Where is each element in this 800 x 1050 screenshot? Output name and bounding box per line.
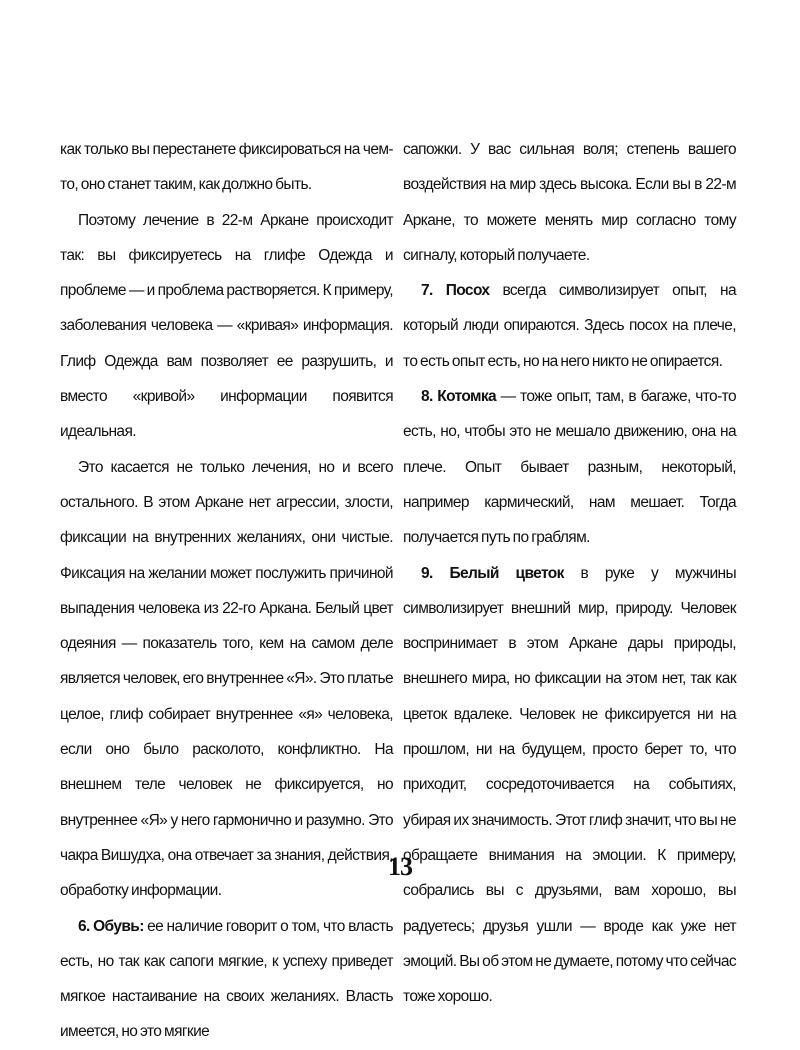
- right-column: [403, 132, 736, 1014]
- paragraph: [403, 379, 736, 555]
- list-item-term: 7. Посох: [421, 282, 490, 300]
- paragraph: Поэтому лечение в 22-м Аркане происходит так: вы фиксируетесь на глифе Одежда и проблеме — и проблема растворяется. К примеру, заболевания человека — «кривая» информация. Глиф Одежда вам позволяет ее разрушить, и вместо «кривой» информации появится идеальная.: [60, 211, 393, 441]
- list-item-text: всегда символизирует опыт, на который люди опираются. Здесь посох на плече, то есть опыт есть, но на него никто не опирается.: [403, 282, 736, 370]
- paragraph: Это касается не только лечения, но и всего остального. В этом Аркане нет агрессии, злости, фиксации на внутренних желаниях, они чистые. Фиксация на желании может послужить причиной выпадения человека из 22-го Аркана. Белый цвет одеяния — показатель того, кем на самом деле является человек, его внутреннее «Я». Это платье целое, глиф собирает внутреннее «я» человека, если оно было расколото, конфликтно. На внешнем теле человек не фиксируется, но внутреннее «Я» у него гармонично и разумно. Это чакра Вишудха, она отвечает за знания, действия, обработку информации.: [60, 458, 393, 900]
- list-item-term: 8. Котомка: [421, 388, 497, 406]
- paragraph: [403, 556, 736, 1015]
- list-item-text: — тоже опыт, там, в багаже, что-то есть, но, чтобы это не мешало движению, она на плече. Опыт бывает разным, некоторый, например кармический, нам мешает. Тогда получается путь по граблям.: [403, 388, 736, 547]
- page-number: 13: [388, 852, 412, 881]
- list-item-term: 6. Обувь:: [78, 917, 144, 935]
- paragraph: как только вы перестанете фиксироваться на чем-то, оно станет таким, как должно быть.: [60, 141, 393, 194]
- paragraph: сапожки. У вас сильная воля; степень вашего воздействия на мир здесь высока. Если вы в 22-м Аркане, то можете менять мир согласно тому сигналу, который получаете.: [403, 141, 736, 264]
- paragraph: [60, 909, 393, 1050]
- list-item-text: ее наличие говорит о том, что власть есть, но так как сапоги мягкие, к успеху приведет мягкое настаивание на своих желаниях. Власть имеется, но это мягкие: [60, 917, 393, 1041]
- list-item-text: в руке у мужчины символизирует внешний мир, природу. Человек воспринимает в этом Аркане дары природы, внешнего мира, но фиксации на этом нет, так как цветок вдалеке. Человек не фиксируется ни на прошлом, ни на будущем, просто берет то, что приходит, сосредоточивается на событиях, убирая их значимость. Этот глиф значит, что вы не обращаете внимания на эмоции. К примеру, собрались вы с друзьями, вам хорошо, вы радуетесь; друзья ушли — вроде как уже нет эмоций. Вы об этом не думаете, потому что сейчас тоже хорошо.: [403, 564, 737, 1006]
- list-item-term: 9. Белый цветок: [421, 564, 564, 582]
- paragraph: [403, 273, 736, 379]
- left-column: [60, 132, 393, 1050]
